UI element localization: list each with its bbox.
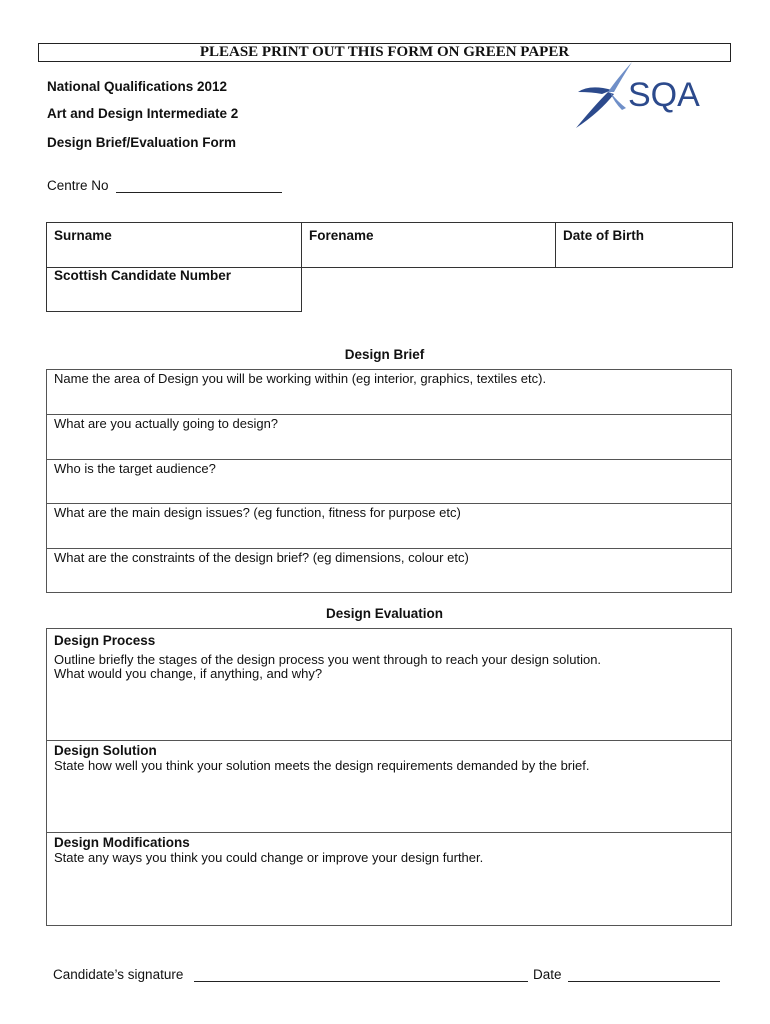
form-title: Design Brief/Evaluation Form xyxy=(47,135,237,150)
brief-question-issues[interactable] xyxy=(46,504,732,549)
brief-question-area[interactable] xyxy=(46,369,732,415)
surname-label: Surname xyxy=(54,228,112,243)
brief-question-label: What are the main design issues? (eg function, fitness for purpose etc) xyxy=(54,505,461,520)
signature-field[interactable] xyxy=(194,981,528,982)
sqa-logo-text: SQA xyxy=(628,76,700,114)
evaluation-box xyxy=(46,628,732,926)
brief-question-constraints[interactable] xyxy=(46,549,732,593)
date-field[interactable] xyxy=(568,981,720,982)
design-process-area[interactable] xyxy=(47,629,731,740)
design-modifications-title: Design Modifications xyxy=(54,835,190,850)
brief-question-design[interactable] xyxy=(46,415,732,460)
centre-no-field[interactable] xyxy=(116,192,282,193)
design-process-text: Outline briefly the stages of the design process you went through to reach your design solution. xyxy=(54,652,602,667)
design-solution-text: State how well you think your solution meets the design requirements demanded by the brief. xyxy=(54,758,590,773)
sqa-logo xyxy=(572,62,712,130)
qualification-year: National Qualifications 2012 xyxy=(47,79,228,94)
design-modifications-area[interactable] xyxy=(47,833,731,925)
brief-question-label: What are the constraints of the design brief? (eg dimensions, colour etc) xyxy=(54,550,469,565)
brief-question-audience[interactable] xyxy=(46,460,732,504)
design-modifications-text: State any ways you think you could change or improve your design further. xyxy=(54,850,484,865)
scn-label: Scottish Candidate Number xyxy=(54,268,232,283)
date-label: Date xyxy=(533,967,562,982)
scn-field[interactable] xyxy=(46,267,302,312)
brief-question-label: Name the area of Design you will be working within (eg interior, graphics, textiles etc). xyxy=(54,371,547,386)
print-instruction-banner: PLEASE PRINT OUT THIS FORM ON GREEN PAPER xyxy=(38,43,731,62)
design-process-text: What would you change, if anything, and why? xyxy=(54,666,323,681)
course-title: Art and Design Intermediate 2 xyxy=(47,106,239,121)
signature-label: Candidate’s signature xyxy=(53,967,184,982)
forename-label: Forename xyxy=(309,228,374,243)
brief-question-label: Who is the target audience? xyxy=(54,461,216,476)
design-solution-title: Design Solution xyxy=(54,743,157,758)
brief-question-label: What are you actually going to design? xyxy=(54,416,279,431)
design-evaluation-heading: Design Evaluation xyxy=(325,606,444,621)
dob-label: Date of Birth xyxy=(563,228,644,243)
forename-field[interactable] xyxy=(301,222,556,268)
design-solution-area[interactable] xyxy=(47,741,731,832)
dob-field[interactable] xyxy=(555,222,733,268)
surname-field[interactable] xyxy=(46,222,302,268)
design-brief-heading: Design Brief xyxy=(344,347,425,362)
centre-no-label: Centre No xyxy=(47,178,109,193)
design-process-title: Design Process xyxy=(54,633,156,648)
